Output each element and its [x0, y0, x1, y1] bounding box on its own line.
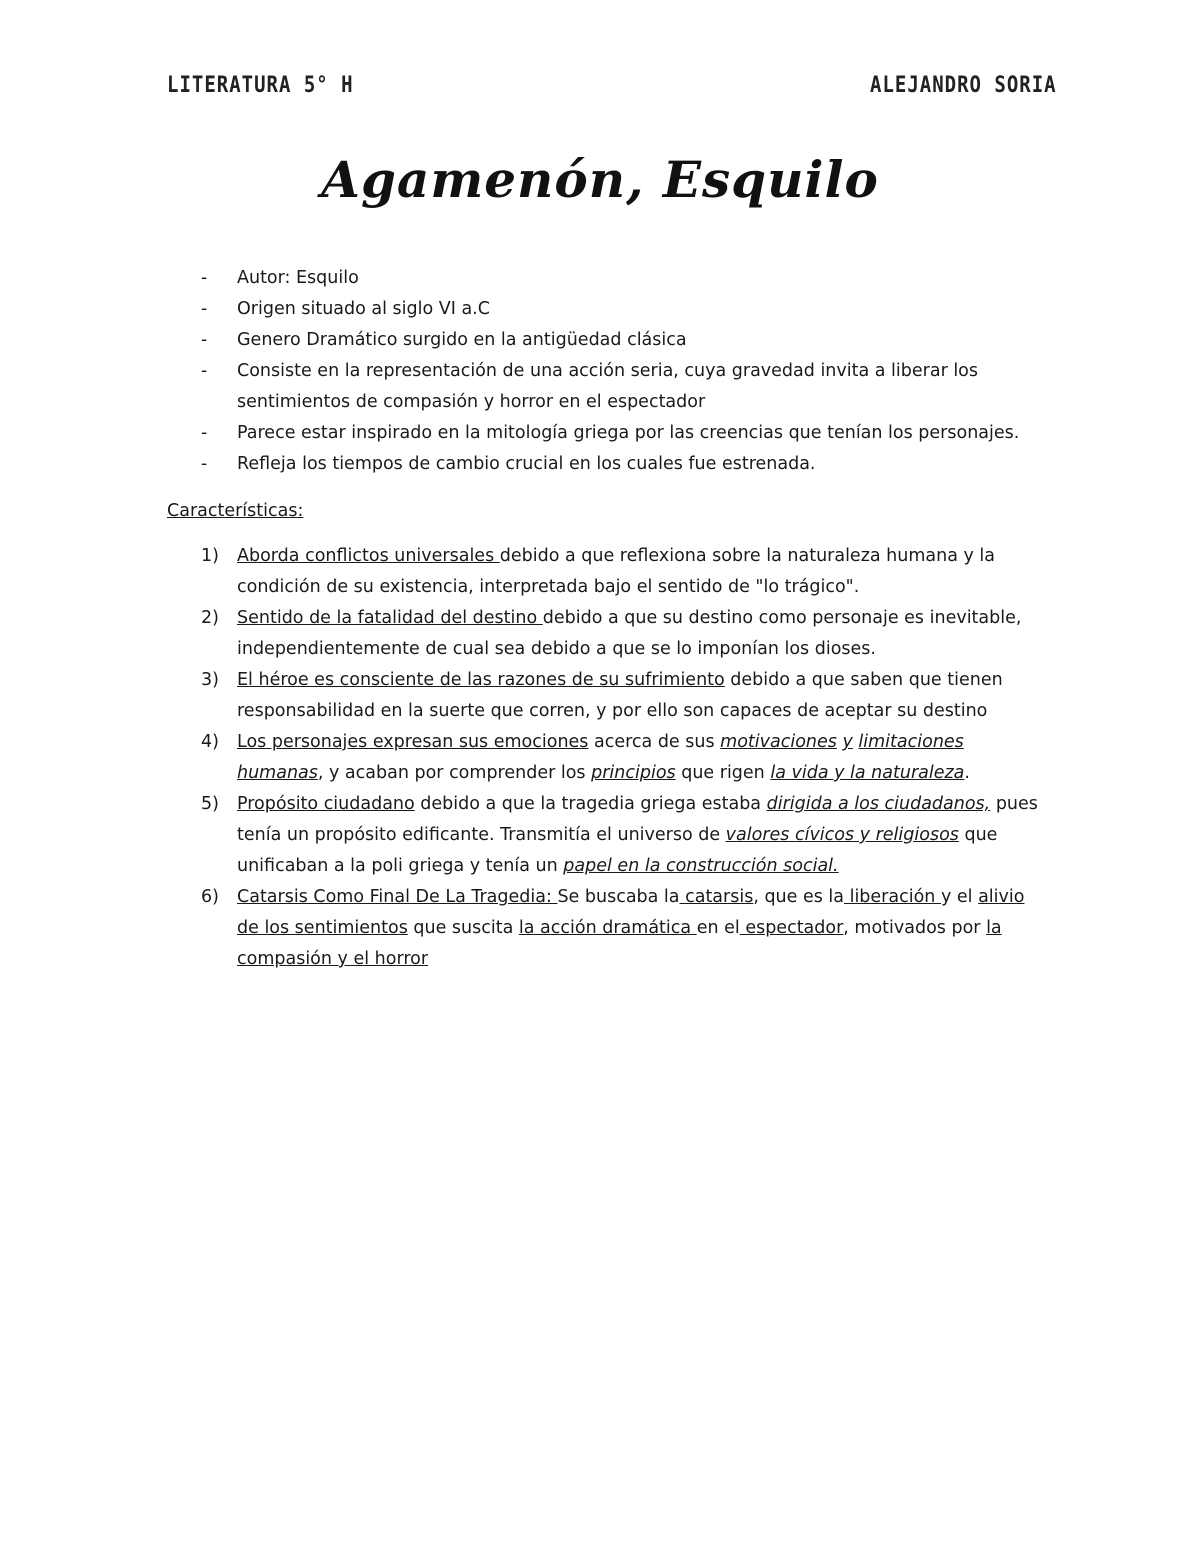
characteristic-item	[167, 665, 1047, 727]
page-title: Agamenón, Esquilo	[321, 150, 879, 209]
text-segment: Propósito ciudadano	[237, 794, 415, 814]
text-segment: dirigida a los ciudadanos,	[766, 794, 991, 814]
text-segment: que suscita	[407, 918, 519, 938]
text-segment: que rigen	[675, 763, 771, 783]
text-segment: debido a que reflexiona sobre la naturaleza humana y la condición de su existencia, interpretada bajo el sentido de "lo trágico".	[237, 546, 996, 597]
text-segment: , que es la	[753, 887, 845, 907]
text-segment: alivio de los sentimientos	[237, 887, 1025, 938]
characteristics-heading: Características:	[167, 501, 304, 521]
text-segment: en el	[696, 918, 740, 938]
text-segment: , y acaban por comprender los	[317, 763, 592, 783]
list-item	[167, 449, 1047, 480]
list-item	[167, 263, 1047, 294]
list-item-text: Refleja los tiempos de cambio crucial en los cuales fue estrenada.	[237, 454, 816, 474]
text-segment: Catarsis Como Final De La Tragedia:	[237, 887, 558, 907]
text-segment: la acción dramática	[518, 918, 697, 938]
list-item-text: Autor: Esquilo	[237, 268, 359, 288]
list-item	[167, 418, 1047, 449]
item-number: 2)	[201, 608, 219, 628]
item-number: 3)	[201, 670, 219, 690]
text-segment: la vida y la naturaleza	[770, 763, 965, 783]
text-segment: debido a que la tragedia griega estaba	[414, 794, 767, 814]
text-segment: Se buscaba la	[557, 887, 680, 907]
bullet-dash: -	[201, 454, 208, 474]
text-segment: , motivados por	[843, 918, 987, 938]
text-segment: la compasión y el horror	[237, 918, 1002, 969]
characteristics-list	[167, 541, 1047, 975]
characteristic-item	[167, 541, 1047, 603]
list-item-text: Genero Dramático surgido en la antigüedad clásica	[237, 330, 687, 350]
text-segment: liberación	[844, 887, 941, 907]
text-segment: acerca de sus	[588, 732, 721, 752]
text-segment: principios	[591, 763, 676, 783]
item-number: 1)	[201, 546, 219, 566]
text-segment: Sentido de la fatalidad del destino	[237, 608, 543, 628]
bullet-dash: -	[201, 299, 208, 319]
list-item	[167, 325, 1047, 356]
characteristic-item	[167, 727, 1047, 789]
characteristic-item	[167, 882, 1047, 975]
text-segment: y el	[940, 887, 979, 907]
text-segment: El héroe es consciente de las razones de su sufrimiento	[237, 670, 725, 690]
header-course: LITERATURA 5° H	[167, 72, 354, 98]
text-segment: limitaciones humanas	[237, 732, 964, 783]
list-item	[167, 356, 1047, 418]
list-item-text: Consiste en la representación de una acción seria, cuya gravedad invita a liberar los sentimientos de compasión y horror en el espectador	[237, 361, 979, 412]
list-item	[167, 294, 1047, 325]
text-segment: valores cívicos y religiosos	[725, 825, 959, 845]
text-segment: espectador	[739, 918, 844, 938]
bullet-dash: -	[201, 423, 208, 443]
bullet-dash: -	[201, 361, 208, 381]
text-segment: que unificaban a la poli griega y tenía un	[237, 825, 998, 876]
item-number: 4)	[201, 732, 219, 752]
bullet-dash: -	[201, 268, 208, 288]
text-segment: pues tenía un propósito edificante. Transmitía el universo de	[237, 794, 1038, 845]
text-segment: papel en la construcción social.	[563, 856, 839, 876]
text-segment: Los personajes expresan sus emociones	[237, 732, 589, 752]
header-author: ALEJANDRO SORIA	[870, 72, 1057, 98]
text-segment: motivaciones	[720, 732, 837, 752]
list-item-text: Parece estar inspirado en la mitología griega por las creencias que tenían los personajes.	[237, 423, 1020, 443]
bullet-dash: -	[201, 330, 208, 350]
text-segment: catarsis	[679, 887, 754, 907]
characteristic-item	[167, 603, 1047, 665]
characteristic-item	[167, 789, 1047, 882]
text-segment: debido a que su destino como personaje es inevitable, independientemente de cual sea debido a que se lo imponían los dioses.	[237, 608, 1022, 659]
text-segment: Aborda conflictos universales	[237, 546, 500, 566]
text-segment: debido a que saben que tienen responsabilidad en la suerte que corren, y por ello son capaces de aceptar su destino	[237, 670, 1003, 721]
item-number: 6)	[201, 887, 219, 907]
item-number: 5)	[201, 794, 219, 814]
bullet-list	[167, 263, 1047, 480]
text-segment: .	[964, 763, 970, 783]
text-segment: y	[842, 732, 853, 752]
list-item-text: Origen situado al siglo VI a.C	[237, 299, 490, 319]
